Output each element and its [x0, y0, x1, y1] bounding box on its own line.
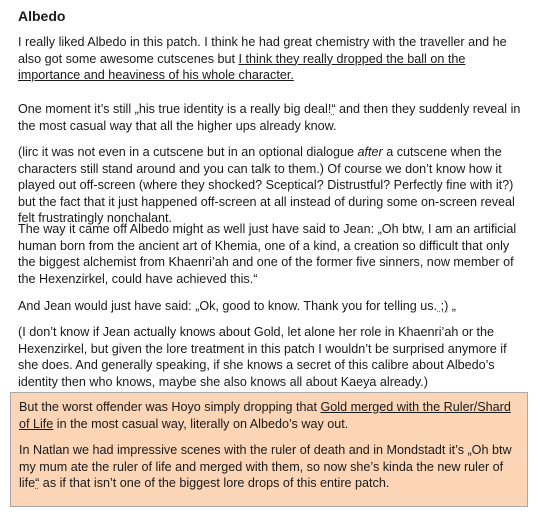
dialogue-text-b: a cutscene when the characters still stand around and you can talk to them.) Of course we don’t know how it played out off-screen (where they shocked? Sceptical? Distrustful? Perfectly fine with it?) but the fact that it just happened off-screen at all instead of during some on-screen reveal felt frustratingly nonchalant. [18, 145, 515, 225]
highlight-paragraph-hoyo [19, 399, 523, 432]
document-title: Albedo [18, 8, 66, 24]
reveal-quote-mark: “ [331, 102, 336, 116]
natlan-quote-mark: “ [35, 476, 40, 490]
paragraph-jean-quote: The way it came off Albedo might as well just have said to Jean: „Oh btw, I am an artificial human born from the ancient art of Khemia, one of a kind, a creation so difficult that only the biggest alchemist from Khaenri’ah and one of the former five sinners, now member of the Hexenzirkel, could have achieved this.“ [18, 222, 517, 286]
reply-text-c: „ [448, 299, 457, 313]
reveal-text-a: One moment it’s still „his true identity is a really big deal! [18, 102, 332, 116]
highlight-box [10, 392, 528, 507]
paragraph-dialogue [18, 144, 528, 227]
intro-text: I really liked Albedo in this patch. I think he had great chemistry with the traveller and he also got some awesome cutscenes but [18, 35, 507, 66]
dialogue-emphasis: after [357, 145, 383, 159]
highlight-paragraph-natlan [19, 442, 523, 492]
hoyo-text-b: in the most casual way, literally on Albedo’s way out. [53, 416, 349, 431]
natlan-text-c: as if that isn’t one of the biggest lore drops of this entire patch. [39, 476, 390, 490]
paragraph-reveal [18, 101, 528, 134]
hoyo-underlined-text: Gold merged with the Ruler/Shard of Life [19, 400, 511, 431]
reply-text-a: And Jean would just have said: „Ok, good to know. Thank you for telling us. [18, 299, 438, 313]
reveal-text-c: and then they suddenly reveal in the most casual way that all the higher ups already know. [18, 102, 521, 133]
dialogue-text-a: (lirc it was not even in a cutscene but in an optional dialogue [18, 145, 358, 159]
reply-wink: ;) [437, 299, 449, 313]
paragraph-gold-note: (I don’t know if Jean actually knows about Gold, let alone her role in Khaenri’ah or the Hexenzirkel, but given the lore treatment in this patch I wouldn’t be surprised anymore if she does. And generally speaking, if she knows a secret of this calibre about Albedo’s identity then who knows, maybe she also knows all about Kaeya already.) [18, 325, 507, 389]
paragraph-jean-reply [18, 298, 528, 315]
paragraph-intro [18, 34, 528, 84]
hoyo-text-a: But the worst offender was Hoyo simply dropping that [19, 400, 321, 414]
natlan-text-a: In Natlan we had impressive scenes with the ruler of death and in Mondstadt it’s „Oh btw my mum ate the ruler of life and merged with them, so now she’s kinda the new ruler of life [19, 443, 512, 490]
intro-underlined-text: I think they really dropped the ball on the importance and heaviness of his whole character. [18, 51, 466, 82]
